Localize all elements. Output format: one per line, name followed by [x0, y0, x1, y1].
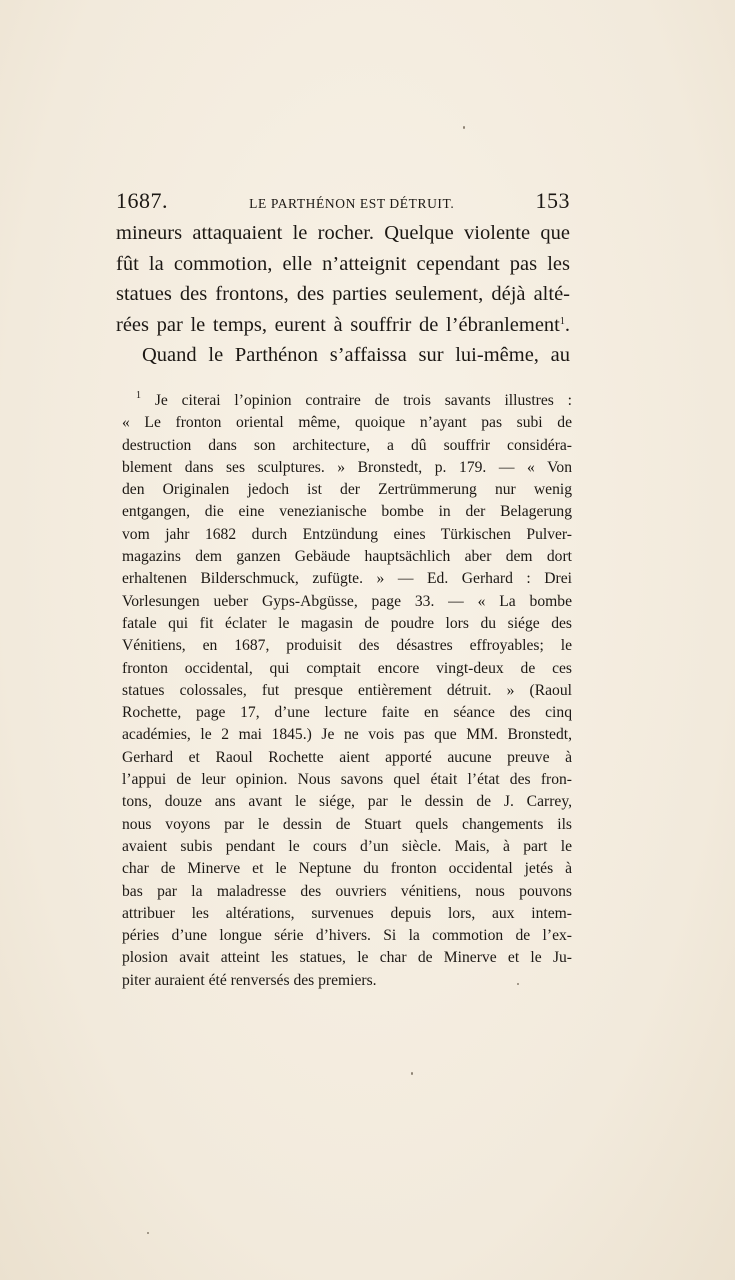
footnote-line: Vénitiens, en 1687, produisit des désastres effroyables; le: [122, 637, 572, 655]
footnote-line: magazins dem ganzen Gebäude hauptsächlich aber dem dort: [122, 548, 572, 566]
footnote-line: péries d’une longue série d’hivers. Si la commotion de l’ex-: [122, 927, 572, 945]
footnote-line: « Le fronton oriental même, quoique n’ayant pas subi de: [122, 414, 572, 432]
footnote-line: vom jahr 1682 durch Entzündung eines Türkischen Pulver-: [122, 525, 572, 543]
footnote-line: char de Minerve et le Neptune du fronton occidental jetés à: [122, 860, 572, 878]
body-line-text: rées par le temps, eurent à souffrir de l’ébranlement: [116, 313, 560, 336]
body-line: rées par le temps, eurent à souffrir de l’ébranlement$^1$.: [116, 313, 570, 336]
footnote-line: attribuer les altérations, survenues depuis lors, aux intem-: [122, 904, 572, 922]
footnote-line: [122, 390, 572, 412]
paper-speck: [147, 1232, 149, 1234]
footnote-line: entgangen, die eine venezianische bombe in der Belagerung: [122, 503, 572, 521]
footnote-line: piter auraient été renversés des premiers.: [122, 971, 377, 989]
footnote-line: l’appui de leur opinion. Nous savons quel était l’état des fron-: [122, 771, 572, 789]
body-line: fût la commotion, elle n’atteignit cependant pas les: [116, 252, 570, 275]
paper-speck: [517, 983, 519, 985]
main-text: [116, 218, 570, 371]
paper-speck: [411, 1072, 413, 1075]
footnote-marker: 1: [136, 390, 141, 401]
footnote-line: Rochette, page 17, d’une lecture faite en séance des cinq: [122, 704, 572, 722]
body-line: mineurs attaquaient le rocher. Quelque violente que: [116, 222, 570, 244]
footnote-line: Vorlesungen ueber Gyps-Abgüsse, page 33. — « La bombe: [122, 592, 572, 610]
footnote-line: blement dans ses sculptures. » Bronstedt, p. 179. — « Von: [122, 458, 572, 476]
paper-speck: [463, 126, 465, 129]
footnote-line: tons, douze ans avant le siége, par le dessin de J. Carrey,: [122, 793, 572, 811]
footnote-line: nous voyons par le dessin de Stuart quels changements ils: [122, 815, 572, 833]
footnote-line: académies, le 2 mai 1845.) Je ne vois pas que MM. Bronstedt,: [122, 726, 572, 744]
page-number: 153: [535, 188, 570, 213]
footnote-line: destruction dans son architecture, a dû souffrir considéra-: [122, 436, 572, 454]
running-head: [116, 188, 570, 218]
running-head-title: LE PARTHÉNON EST DÉTRUIT.: [249, 196, 455, 211]
footnote-line: Gerhard et Raoul Rochette aient apporté aucune preuve à: [122, 748, 572, 766]
footnote-reference: 1: [559, 315, 565, 327]
footnote-line: fronton occidental, qui comptait encore vingt-deux de ces: [122, 659, 572, 677]
body-line: statues des frontons, des parties seulement, déjà alté-: [116, 283, 570, 305]
footnote: [122, 390, 572, 992]
footnote-line: avaient subis pendant le cours d’un siècle. Mais, à part le: [122, 837, 572, 855]
footnote-line: erhaltenen Bilderschmuck, zufügte. » — Ed. Gerhard : Drei: [122, 570, 572, 588]
running-head-year: 1687.: [116, 188, 168, 213]
footnote-line: fatale qui fit éclater le magasin de poudre lors du siége des: [122, 614, 572, 632]
footnote-line: den Originalen jedoch ist der Zertrümmerung nur wenig: [122, 481, 572, 499]
footnote-line: statues colossales, fut presque entièrement détruit. » (Raoul: [122, 681, 572, 699]
footnote-line-text: Je citerai l’opinion contraire de trois savants illustres :: [154, 392, 572, 409]
footnote-line: bas par la maladresse des ouvriers vénitiens, nous pouvons: [122, 882, 572, 900]
footnote-line: plosion avait atteint les statues, le char de Minerve et le Ju-: [122, 949, 572, 967]
body-line: Quand le Parthénon s’affaissa sur lui-même, au: [142, 344, 570, 366]
